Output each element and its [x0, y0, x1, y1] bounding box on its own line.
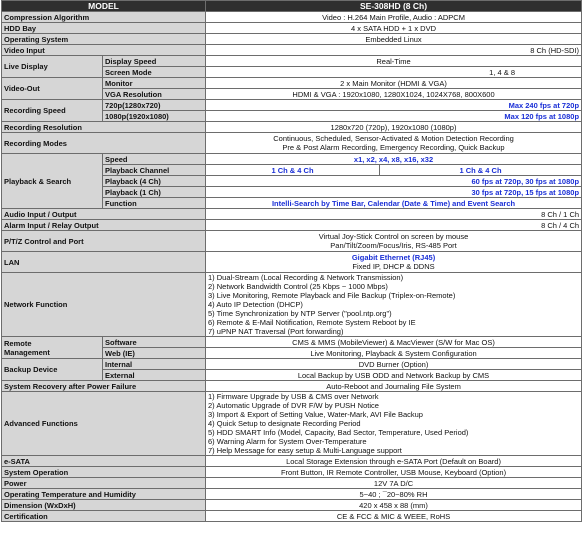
- spec-value: 1280x720 (720p), 1920x1080 (1080p): [206, 122, 582, 133]
- spec-value: HDMI & VGA : 1920x1080, 1280X1024, 1024X768, 800X600: [206, 89, 582, 100]
- spec-label: Recording Speed: [2, 100, 103, 122]
- spec-value: Max 120 fps at 1080p: [206, 111, 582, 122]
- spec-label: Live Display: [2, 56, 103, 78]
- spec-sublabel: Web (IE): [103, 348, 206, 359]
- spec-value: 12V 7A D/C: [206, 478, 582, 489]
- spec-label: Compression Algorithm: [2, 12, 206, 23]
- list-item: 6) Warning Alarm for System Over-Temperature: [208, 437, 367, 446]
- spec-value: 60 fps at 720p, 30 fps at 1080p: [206, 176, 582, 187]
- spec-value: 1, 4 & 8: [206, 67, 582, 78]
- spec-sublabel: Function: [103, 198, 206, 209]
- list-item: 5) HDD SMART Info (Model, Capacity, Bad Sector, Temperature, Used Period): [208, 428, 469, 437]
- spec-value: Embedded Linux: [206, 34, 582, 45]
- spec-value: 8 Ch / 4 Ch: [206, 220, 582, 231]
- spec-label-line: Remote: [4, 338, 32, 348]
- table-row: [2, 500, 582, 511]
- spec-sublabel: Monitor: [103, 78, 206, 89]
- spec-sublabel: Display Speed: [103, 56, 206, 67]
- spec-value: 8 Ch (HD-SDI): [206, 45, 582, 56]
- spec-sublabel: Software: [103, 337, 206, 348]
- table-row: [2, 34, 582, 45]
- spec-value: DVD Burner (Option): [206, 359, 582, 370]
- spec-label: [2, 337, 103, 359]
- table-row: [2, 209, 582, 220]
- spec-value: Local Storage Extension through e-SATA Port (Default on Board): [206, 456, 582, 467]
- table-row: [2, 56, 582, 67]
- spec-sublabel: Playback Channel: [103, 165, 206, 176]
- spec-value: 1 Ch & 4 Ch: [380, 165, 582, 176]
- spec-label: Video-Out: [2, 78, 103, 100]
- spec-label: Recording Modes: [2, 133, 206, 154]
- spec-label: Backup Device: [2, 359, 103, 381]
- spec-sublabel: Screen Mode: [103, 67, 206, 78]
- spec-value: [206, 392, 582, 456]
- spec-value: 1 Ch & 4 Ch: [206, 165, 380, 176]
- spec-label: Recording Resolution: [2, 122, 206, 133]
- spec-value-line: Continuous, Scheduled, Sensor-Activated & Motion Detection Recording: [273, 134, 514, 143]
- spec-value: 5~40 ; ¯20~80% RH: [206, 489, 582, 500]
- table-row: [2, 231, 582, 252]
- spec-sublabel: Playback (4 Ch): [103, 176, 206, 187]
- spec-value-line: Pan/Tilt/Zoom/Focus/Iris, RS-485 Port: [330, 241, 457, 250]
- spec-sublabel: 720p(1280x720): [103, 100, 206, 111]
- spec-value-line: Fixed IP, DHCP & DDNS: [352, 262, 435, 271]
- table-row: [2, 381, 582, 392]
- list-item: 3) Import & Export of Setting Value, Water-Mark, AVI File Backup: [208, 410, 423, 419]
- list-item: 6) Remote & E-Mail Notification, Remote System Reboot by IE: [208, 318, 416, 327]
- spec-value: Local Backup by USB ODD and Network Backup by CMS: [206, 370, 582, 381]
- spec-label-line: Management: [4, 347, 50, 357]
- spec-value: 8 Ch / 1 Ch: [206, 209, 582, 220]
- table-row: [2, 478, 582, 489]
- spec-label: HDD Bay: [2, 23, 206, 34]
- spec-value: [206, 133, 582, 154]
- table-row: [2, 12, 582, 23]
- spec-sublabel: Internal: [103, 359, 206, 370]
- spec-value: 4 x SATA HDD + 1 x DVD: [206, 23, 582, 34]
- spec-value: 30 fps at 720p, 15 fps at 1080p: [206, 187, 582, 198]
- spec-label: P/T/Z Control and Port: [2, 231, 206, 252]
- list-item: 4) Quick Setup to designate Recording Period: [208, 419, 361, 428]
- table-row: [2, 154, 582, 165]
- model-name-header: SE-308HD (8 Ch): [206, 1, 582, 12]
- table-row: [2, 511, 582, 522]
- list-item: 4) Auto IP Detection (DHCP): [208, 300, 303, 309]
- table-row: [2, 220, 582, 231]
- spec-sublabel: Speed: [103, 154, 206, 165]
- table-row: [2, 359, 582, 370]
- spec-label: Operating Temperature and Humidity: [2, 489, 206, 500]
- list-item: 1) Dual-Stream (Local Recording & Network Transmission): [208, 273, 404, 282]
- table-row: [2, 252, 582, 273]
- spec-value: [206, 273, 582, 337]
- table-header-row: [2, 1, 582, 12]
- spec-table: [1, 0, 582, 522]
- spec-value: Video : H.264 Main Profile, Audio : ADPCM: [206, 12, 582, 23]
- spec-label: System Operation: [2, 467, 206, 478]
- table-row: [2, 122, 582, 133]
- spec-value: [206, 252, 582, 273]
- spec-value: Front Button, IR Remote Controller, USB Mouse, Keyboard (Option): [206, 467, 582, 478]
- table-row: [2, 489, 582, 500]
- list-item: 5) Time Synchronization by NTP Server ("pool.ntp.org"): [208, 309, 392, 318]
- spec-value-line: Gigabit Ethernet (RJ45): [351, 253, 436, 262]
- list-item: 7) Help Message for easy setup & Multi-Language support: [208, 446, 402, 455]
- spec-label: Certification: [2, 511, 206, 522]
- table-row: [2, 45, 582, 56]
- table-row: [2, 273, 582, 337]
- spec-value: Max 240 fps at 720p: [206, 100, 582, 111]
- table-row: [2, 392, 582, 456]
- spec-label: Audio Input / Output: [2, 209, 206, 220]
- table-row: [2, 100, 582, 111]
- spec-label: System Recovery after Power Failure: [2, 381, 206, 392]
- spec-value: x1, x2, x4, x8, x16, x32: [206, 154, 582, 165]
- spec-value-line: Virtual Joy-Stick Control on screen by mouse: [318, 232, 469, 241]
- table-row: [2, 456, 582, 467]
- spec-label: Network Function: [2, 273, 206, 337]
- spec-label: Alarm Input / Relay Output: [2, 220, 206, 231]
- spec-value: Live Monitoring, Playback & System Configuration: [206, 348, 582, 359]
- spec-label: Video Input: [2, 45, 206, 56]
- table-row: [2, 133, 582, 154]
- spec-sublabel: VGA Resolution: [103, 89, 206, 100]
- spec-sublabel: 1080p(1920x1080): [103, 111, 206, 122]
- spec-value: Intelli-Search by Time Bar, Calendar (Date & Time) and Event Search: [206, 198, 582, 209]
- list-item: 2) Automatic Upgrade of DVR F/W by PUSH Notice: [208, 401, 379, 410]
- table-row: [2, 467, 582, 478]
- table-row: [2, 23, 582, 34]
- spec-value: [206, 231, 582, 252]
- list-item: 7) uPNP NAT Traversal (Port forwarding): [208, 327, 344, 336]
- spec-value-line: Pre & Post Alarm Recording, Emergency Recording, Quick Backup: [282, 143, 505, 152]
- spec-label: Playback & Search: [2, 154, 103, 209]
- spec-label: Power: [2, 478, 206, 489]
- spec-value: 420 x 458 x 88 (mm): [206, 500, 582, 511]
- spec-value: 2 x Main Monitor (HDMI & VGA): [206, 78, 582, 89]
- list-item: 2) Network Bandwidth Control (25 Kbps ~ 1000 Mbps): [208, 282, 388, 291]
- spec-label: e-SATA: [2, 456, 206, 467]
- spec-label: LAN: [2, 252, 206, 273]
- spec-value: Auto-Reboot and Journaling File System: [206, 381, 582, 392]
- list-item: 1) Firmware Upgrade by USB & CMS over Network: [208, 392, 379, 401]
- list-item: 3) Live Monitoring, Remote Playback and File Backup (Triplex-on-Remote): [208, 291, 456, 300]
- spec-label: Advanced Functions: [2, 392, 206, 456]
- spec-value: CE & FCC & MIC & WEEE, RoHS: [206, 511, 582, 522]
- table-row: [2, 337, 582, 348]
- spec-label: Dimension (WxDxH): [2, 500, 206, 511]
- spec-value: Real-Time: [206, 56, 582, 67]
- table-row: [2, 78, 582, 89]
- model-header: MODEL: [2, 1, 206, 12]
- spec-sublabel: External: [103, 370, 206, 381]
- spec-label: Operating System: [2, 34, 206, 45]
- spec-value: CMS & MMS (MobileViewer) & MacViewer (S/W for Mac OS): [206, 337, 582, 348]
- spec-sublabel: Playback (1 Ch): [103, 187, 206, 198]
